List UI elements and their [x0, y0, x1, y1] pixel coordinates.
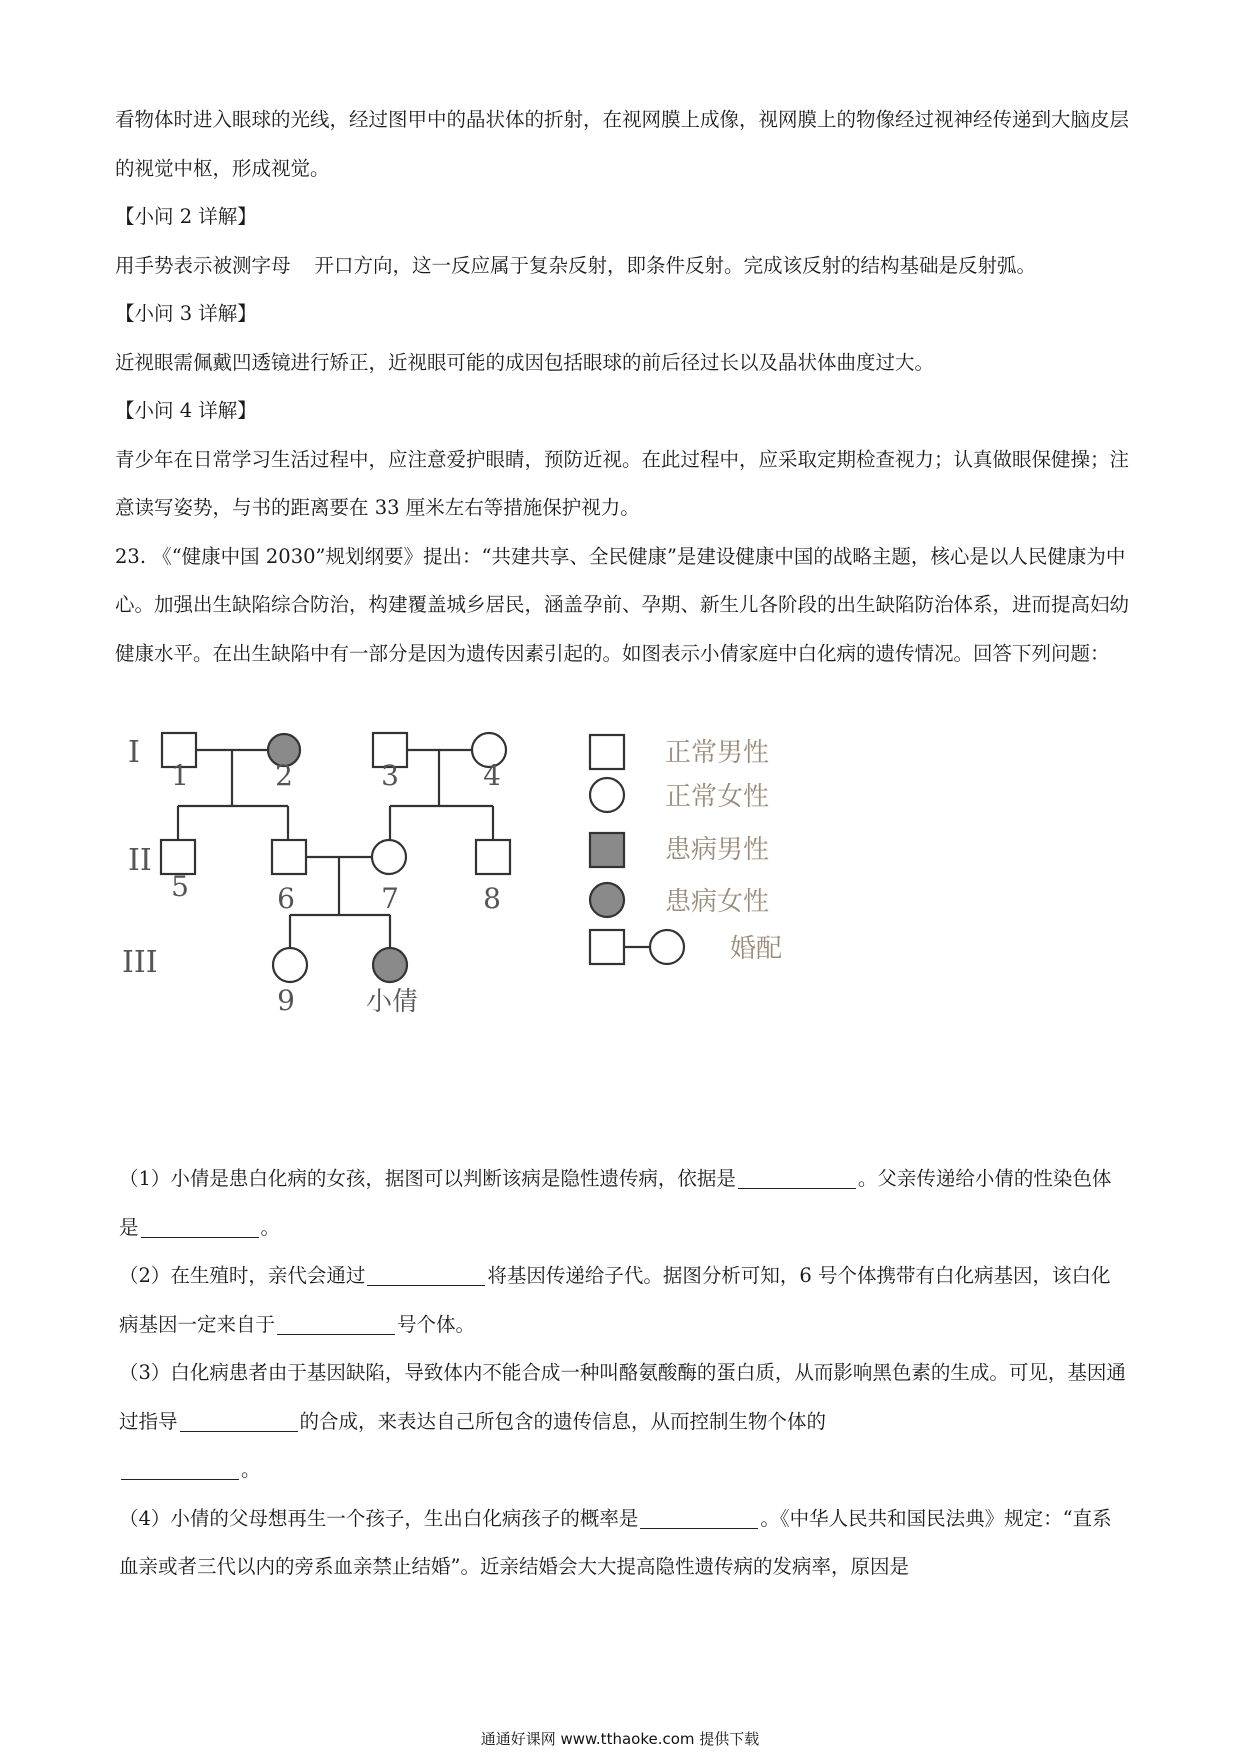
pedigree-legend [590, 735, 782, 964]
individual-5-normal-male [161, 840, 195, 874]
legend-marriage-female-symbol [650, 930, 684, 964]
individual-xiaoqian-affected-female [373, 948, 407, 982]
legend-affected-female: 患病女性 [665, 887, 770, 917]
label-7: 7 [381, 882, 399, 915]
label-9: 9 [277, 984, 295, 1017]
answer-blank-3a[interactable] [180, 1410, 298, 1431]
question-2: （2）在生殖时，亲代会通过 将基因传递给子代。据图分析可知，6 号个体携带有白化病基因，该白化病基因一定来自于 号个体。 [119, 1264, 1111, 1336]
label-xiaoqian: 小倩 [365, 987, 419, 1017]
question-section [115, 1155, 1130, 1592]
question-4: （4）小倩的父母想再生一个孩子，生出白化病孩子的概率是 。《中华人民共和国民法典》规定：“直系血亲或者三代以内的旁系血亲禁止结婚”。近亲结婚会大大提高隐性遗传病的发病率，原因是 [119, 1506, 1112, 1578]
legend-affected-male-symbol [590, 833, 624, 867]
label-3: 3 [381, 759, 399, 792]
legend-normal-female: 正常女性 [665, 782, 770, 812]
pedigree-lines [178, 750, 493, 948]
individual-9-normal-female [273, 948, 307, 982]
question-1: （1）小倩是患白化病的女孩，据图可以判断该病是隐性遗传病，依据是 。父亲传递给小倩的性染色体是 。 [119, 1167, 1112, 1239]
individual-labels [171, 759, 501, 1017]
page-footer: 通通好课网 www.tthaoke.com 提供下载 [480, 1730, 760, 1748]
generation-label-3: III [122, 945, 158, 980]
paragraph-reflex: 用手势表示被测字母 开口方向，这一反应属于复杂反射，即条件反射。完成该反射的结构基础是反射弧。 [115, 253, 1037, 277]
label-6: 6 [277, 882, 295, 915]
answer-blank-2a[interactable] [367, 1265, 485, 1286]
heading-q2-detail: 【小问 2 详解】 [115, 205, 257, 228]
question-23-intro: 23. 《“健康中国 2030”规划纲要》提出：“共建共享、全民健康”是建设健康中国的战略主题，核心是以人民健康为中心。加强出生缺陷综合防治，构建覆盖城乡居民，涵盖孕前、孕期、新生儿各阶段的出生缺陷防治体系，进而提高妇幼健康水平。在出生缺陷中有一部分是因为遗传因素引起的。如图表示小倩家庭中白化病的遗传情况。回答下列问题： [115, 544, 1130, 665]
heading-q4-detail: 【小问 4 详解】 [115, 399, 257, 422]
answer-blank-1b[interactable] [141, 1216, 259, 1237]
pedigree-figure [110, 735, 910, 1160]
generation-label-1: I [128, 735, 140, 770]
legend-affected-female-symbol [590, 883, 624, 917]
legend-marriage-male-symbol [590, 930, 624, 964]
answer-blank-4a[interactable] [640, 1507, 758, 1528]
answer-blank-2b[interactable] [277, 1313, 395, 1334]
label-2: 2 [275, 759, 293, 792]
generation-label-2: II [128, 843, 152, 878]
legend-labels [665, 738, 782, 964]
legend-normal-male-symbol [590, 735, 624, 769]
label-5: 5 [171, 870, 189, 903]
paragraph-vision: 看物体时进入眼球的光线，经过图甲中的晶状体的折射，在视网膜上成像，视网膜上的物像经过视神经传递到大脑皮层的视觉中枢，形成视觉。 [115, 108, 1130, 180]
heading-q3-detail: 【小问 3 详解】 [115, 302, 257, 325]
question-3: （3）白化病患者由于基因缺陷，导致体内不能合成一种叫酪氨酸酶的蛋白质，从而影响黑色素的生成。可见，基因通过指导 的合成，来表达自己所包含的遗传信息，从而控制生物个体的 。 [119, 1361, 1126, 1481]
paragraph-eye-care: 青少年在日常学习生活过程中，应注意爱护眼睛，预防近视。在此过程中，应采取定期检查视力；认真做眼保健操；注意读写姿势，与书的距离要在 33 厘米左右等措施保护视力。 [115, 447, 1130, 519]
label-1: 1 [171, 759, 189, 792]
answer-blank-3b[interactable] [121, 1459, 239, 1480]
legend-normal-female-symbol [590, 778, 624, 812]
individual-8-normal-male [476, 840, 510, 874]
legend-normal-male: 正常男性 [665, 738, 770, 768]
individual-7-normal-female [372, 840, 406, 874]
paragraph-myopia: 近视眼需佩戴凹透镜进行矫正，近视眼可能的成因包括眼球的前后径过长以及晶状体曲度过大。 [115, 350, 935, 374]
legend-marriage: 婚配 [730, 934, 783, 964]
label-4: 4 [483, 759, 501, 792]
answer-section [115, 96, 1130, 678]
individual-6-normal-male [272, 840, 306, 874]
answer-blank-1a[interactable] [738, 1168, 856, 1189]
legend-affected-male: 患病男性 [665, 835, 770, 865]
label-8: 8 [483, 882, 501, 915]
